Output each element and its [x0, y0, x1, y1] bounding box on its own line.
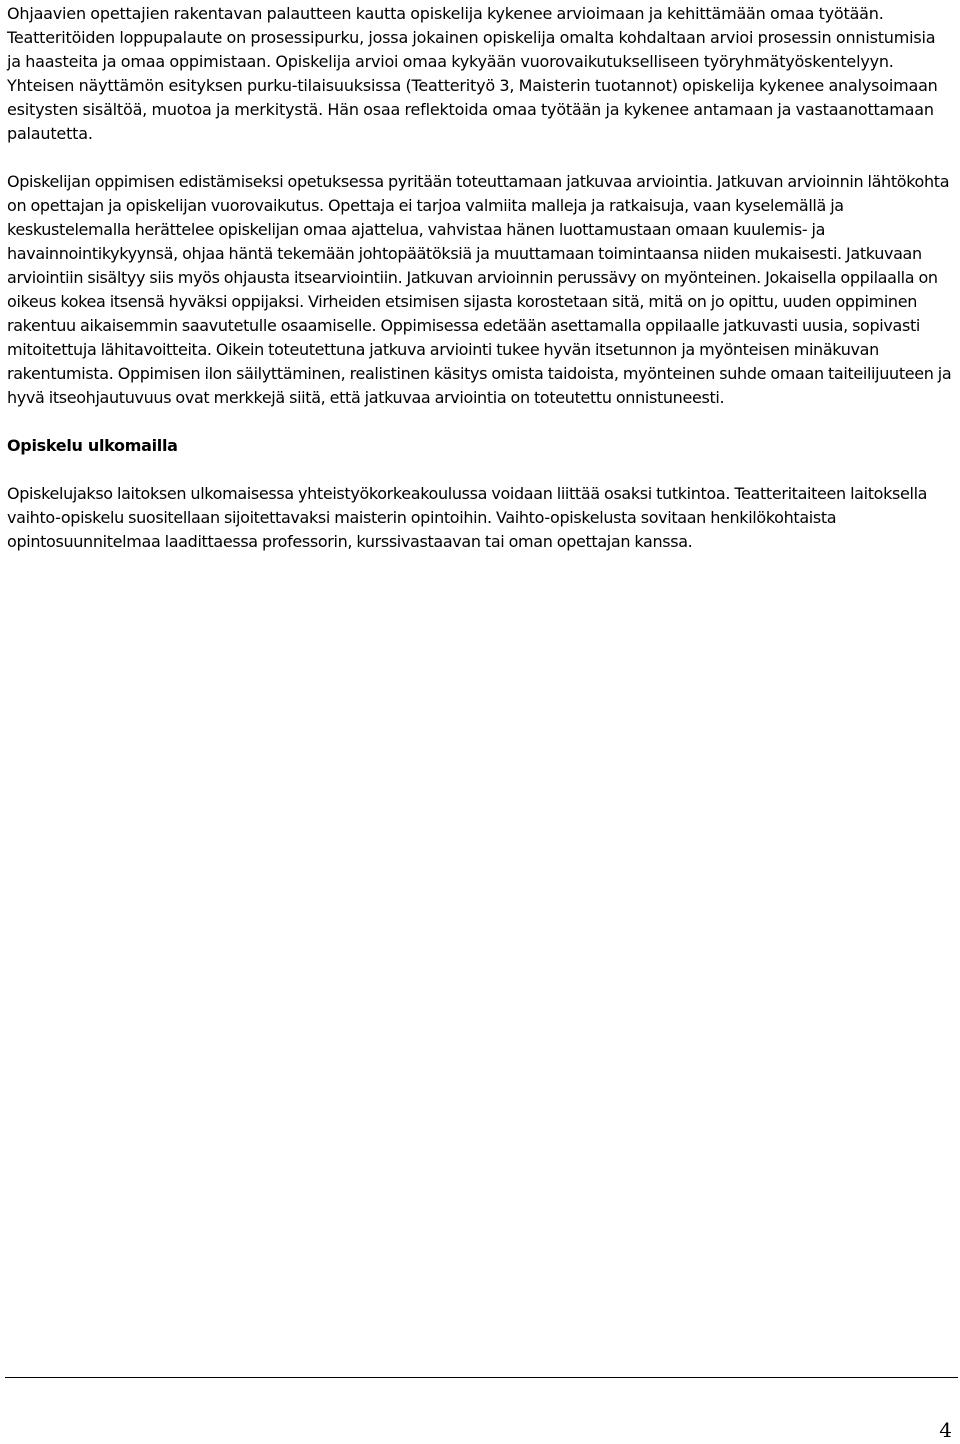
- paragraph-spacer: [7, 458, 953, 482]
- section-heading: Opiskelu ulkomailla: [7, 436, 178, 455]
- paragraph-spacer: [7, 410, 953, 434]
- paragraph-study-abroad: Opiskelujakso laitoksen ulkomaisessa yhteistyökorkeakoulussa voidaan liittää osaksi tutkintoa. Teatteritaiteen laitoksella vaihto-opiskelu suositellaan sijoitettavaksi maisterin opintoihin. Vaihto-opiskelusta sovitaan henkilökohtaista opintosuunnitelmaa laadittaessa professorin, kurssivastaavan tai oman opettajan kanssa.: [7, 484, 928, 551]
- paragraph-continuous-assessment: Opiskelijan oppimisen edistämiseksi opetuksessa pyritään toteuttamaan jatkuvaa arviointia. Jatkuvan arvioinnin lähtökohta on opettajan ja opiskelijan vuorovaikutus. Opettaja ei tarjoa valmiita malleja ja ratkaisuja, vaan kyselemällä ja keskustelemalla herättelee opiskelijan omaa ajattelua, vahvistaa hänen luottamustaan omaan kuulemis- ja havainnointikykyynsä, ohjaa häntä tekemään johtopäätöksiä ja muuttamaan toimintaansa niiden mukaisesti. Jatkuvaan arviointiin sisältyy siis myös ohjausta itsearviointiin. Jatkuvan arvioinnin perussävy on myönteinen. Jokaisella oppilaalla on oikeus kokea itsensä hyväksi oppijaksi. Virheiden etsimisen sijasta korostetaan sitä, mitä on jo opittu, uuden oppiminen rakentuu aikaisemmin saavutetulle osaamiselle. Oppimisessa edetään asettamalla oppilaalle jatkuvasti uusia, sopivasti mitoitettuja lähitavoitteita. Oikein toteutettuna jatkuva arviointi tukee hyvän itsetunnon ja myönteisen minäkuvan rakentumista. Oppimisen ilon säilyttäminen, realistinen käsitys omista taidoista, myönteinen suhde omaan taiteilijuuteen ja hyvä itseohjautuvuus ovat merkkejä siitä, että jatkuvaa arviointia on toteutettu onnistuneesti.: [7, 172, 952, 407]
- paragraph-spacer: [7, 146, 953, 170]
- footer-divider: [5, 1377, 958, 1378]
- document-body: [7, 2, 953, 554]
- page-number: 4: [939, 1418, 952, 1442]
- paragraph-feedback: Ohjaavien opettajien rakentavan palautteen kautta opiskelija kykenee arvioimaan ja kehittämään omaa työtään. Teatteritöiden loppupalaute on prosessipurku, jossa jokainen opiskelija omalta kohdaltaan arvioi prosessin onnistumisia ja haasteita ja omaa oppimistaan. Opiskelija arvioi omaa kykyään vuorovaikutukselliseen työryhmätyöskentelyyn. Yhteisen näyttämön esityksen purku-tilaisuuksissa (Teatterityö 3, Maisterin tuotannot) opiskelija kykenee analysoimaan esitysten sisältöä, muotoa ja merkitystä. Hän osaa reflektoida omaa työtään ja kykenee antamaan ja vastaanottamaan palautetta.: [7, 4, 938, 143]
